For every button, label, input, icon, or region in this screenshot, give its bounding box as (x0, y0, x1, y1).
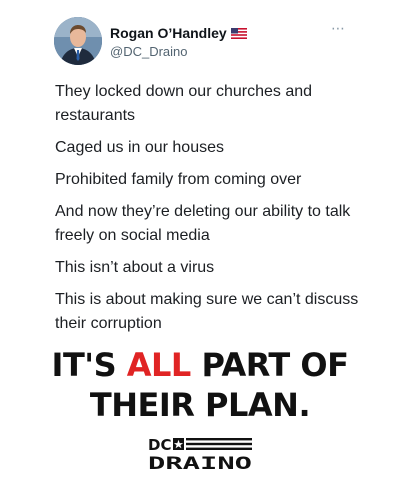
author-name-row[interactable] (110, 25, 247, 43)
more-options-icon[interactable]: ⋯ (331, 20, 345, 36)
headline-accent: ALL (126, 346, 191, 384)
logo-dc-text: DC (148, 436, 172, 454)
headline-line-2: THEIR PLAN. (89, 386, 311, 424)
headline (0, 345, 400, 425)
avatar[interactable] (54, 17, 102, 65)
tweet-text (55, 80, 375, 344)
logo-draino-text: DRAINO (148, 454, 252, 472)
tweet-line: This isn’t about a virus (55, 259, 215, 276)
us-flag-icon (231, 26, 247, 43)
headline-after: PART OF (190, 346, 349, 384)
dc-draino-logo (148, 436, 252, 472)
author-handle[interactable]: @DC_Draino (110, 44, 188, 59)
tweet-header (54, 17, 364, 67)
tweet-line: And now they’re deleting our ability to talk freely on social media (55, 203, 351, 244)
author-block (110, 25, 247, 60)
author-name[interactable]: Rogan O’Handley (110, 25, 227, 41)
logo-stripe (186, 443, 252, 445)
tweet-line: Prohibited family from coming over (55, 171, 302, 188)
tweet-line: They locked down our churches and restaurants (55, 83, 313, 124)
headline-line-1 (0, 345, 400, 385)
logo-stripe (186, 438, 252, 440)
avatar-image (54, 17, 102, 65)
headline-before: IT'S (51, 346, 127, 384)
tweet-line: Caged us in our houses (55, 139, 224, 156)
logo-stripe (186, 448, 252, 450)
tweet-line: This is about making sure we can’t discuss their corruption (55, 291, 359, 332)
